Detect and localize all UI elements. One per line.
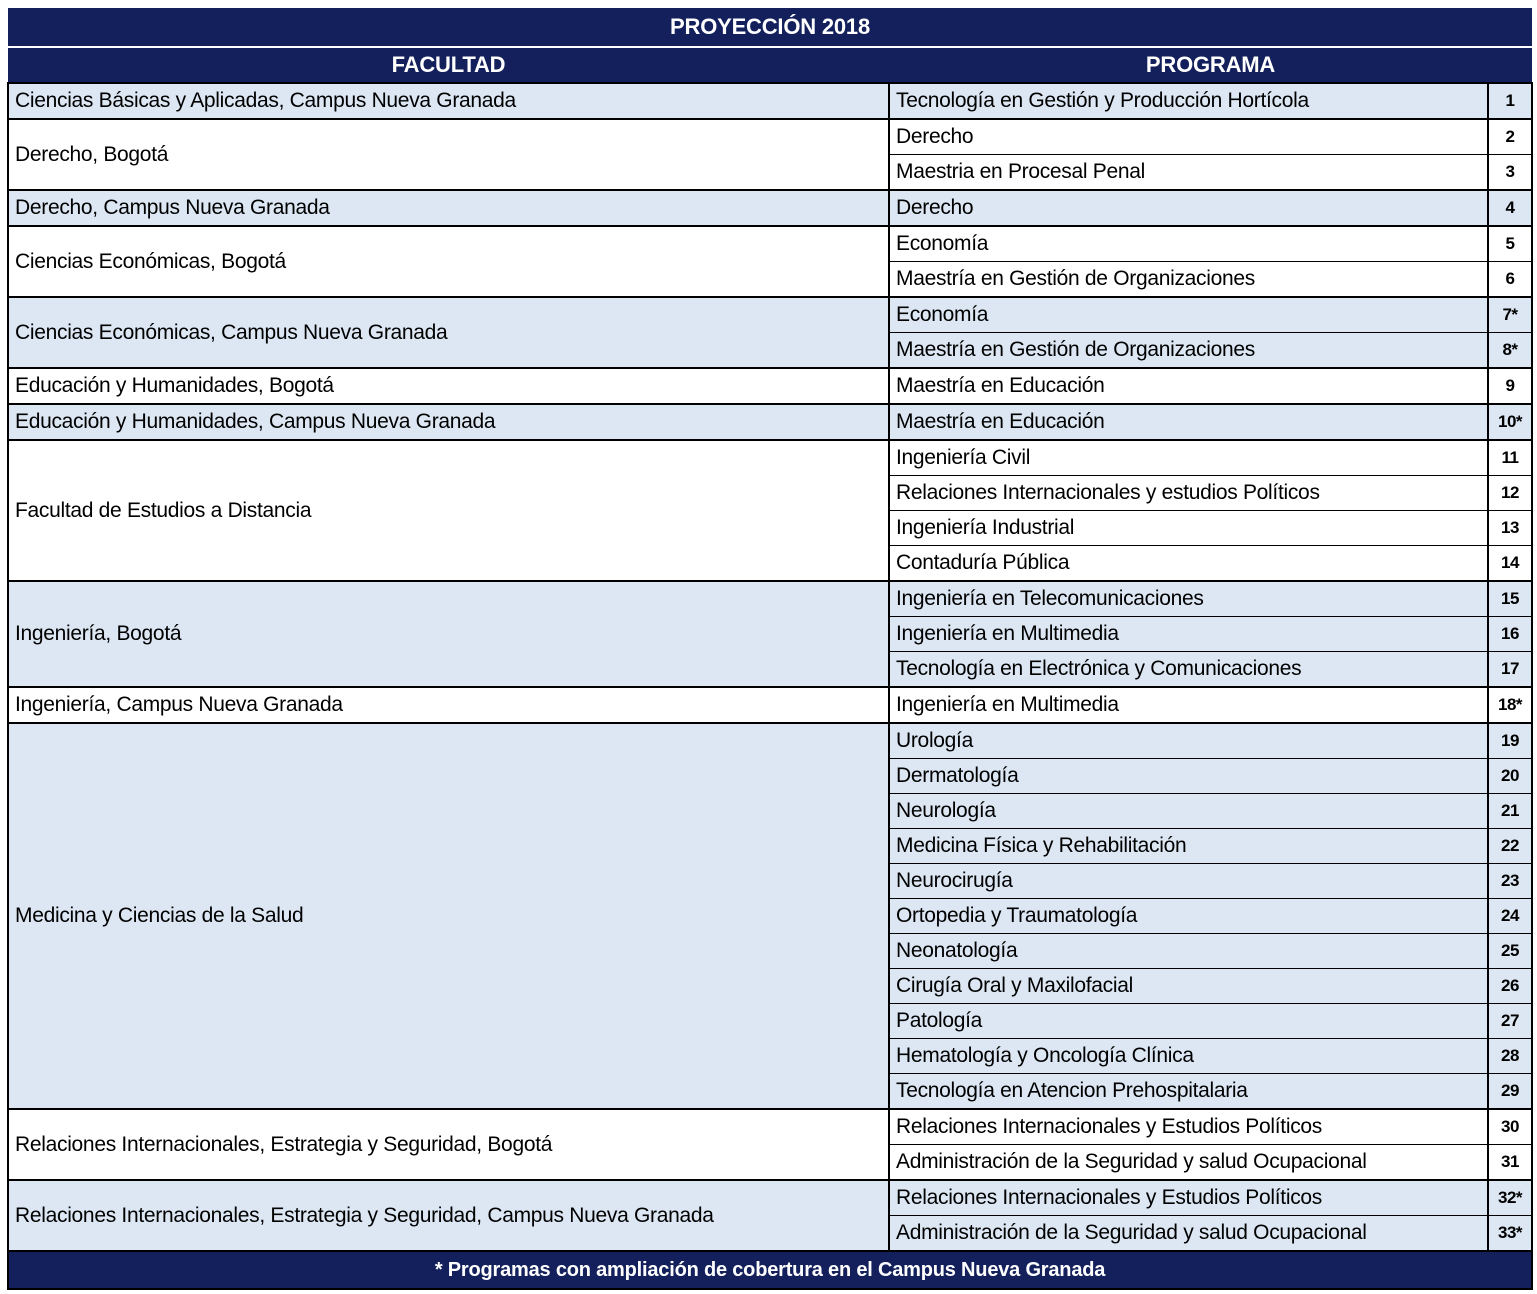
program-cell: Economía xyxy=(889,226,1488,262)
program-number-cell: 21 xyxy=(1488,794,1532,829)
program-number-cell: 26 xyxy=(1488,969,1532,1004)
table-row xyxy=(8,1180,1532,1216)
table-body xyxy=(8,83,1532,1251)
program-cell: Economía xyxy=(889,297,1488,333)
program-number-cell: 31 xyxy=(1488,1145,1532,1181)
facultad-cell: Relaciones Internacionales, Estrategia y Seguridad, Bogotá xyxy=(8,1109,889,1180)
proyeccion-2018-table xyxy=(7,8,1533,1290)
program-cell: Maestría en Educación xyxy=(889,368,1488,404)
page xyxy=(7,8,1531,1290)
program-number-cell: 9 xyxy=(1488,368,1532,404)
program-number-cell: 22 xyxy=(1488,829,1532,864)
facultad-cell: Derecho, Campus Nueva Granada xyxy=(8,190,889,226)
table-row xyxy=(8,581,1532,617)
program-number-cell: 4 xyxy=(1488,190,1532,226)
program-cell: Relaciones Internacionales y Estudios Políticos xyxy=(889,1109,1488,1145)
program-cell: Tecnología en Gestión y Producción Hortícola xyxy=(889,83,1488,119)
program-number-cell: 2 xyxy=(1488,119,1532,155)
facultad-cell: Educación y Humanidades, Bogotá xyxy=(8,368,889,404)
column-header-facultad: FACULTAD xyxy=(8,47,889,83)
program-number-cell: 19 xyxy=(1488,723,1532,759)
program-cell: Medicina Física y Rehabilitación xyxy=(889,829,1488,864)
program-cell: Ingeniería Industrial xyxy=(889,511,1488,546)
program-number-cell: 28 xyxy=(1488,1039,1532,1074)
program-cell: Derecho xyxy=(889,190,1488,226)
facultad-cell: Derecho, Bogotá xyxy=(8,119,889,190)
program-number-cell: 14 xyxy=(1488,546,1532,582)
table-header xyxy=(8,8,1532,83)
column-header-row xyxy=(8,47,1532,83)
program-number-cell: 5 xyxy=(1488,226,1532,262)
facultad-cell: Relaciones Internacionales, Estrategia y Seguridad, Campus Nueva Granada xyxy=(8,1180,889,1251)
program-number-cell: 17 xyxy=(1488,652,1532,688)
program-cell: Ingeniería en Multimedia xyxy=(889,687,1488,723)
program-cell: Urología xyxy=(889,723,1488,759)
program-number-cell: 30 xyxy=(1488,1109,1532,1145)
program-number-cell: 13 xyxy=(1488,511,1532,546)
program-cell: Hematología y Oncología Clínica xyxy=(889,1039,1488,1074)
table-row xyxy=(8,723,1532,759)
program-cell: Maestria en Procesal Penal xyxy=(889,155,1488,191)
facultad-cell: Educación y Humanidades, Campus Nueva Granada xyxy=(8,404,889,440)
program-cell: Contaduría Pública xyxy=(889,546,1488,582)
program-cell: Maestría en Educación xyxy=(889,404,1488,440)
facultad-cell: Medicina y Ciencias de la Salud xyxy=(8,723,889,1109)
table-row xyxy=(8,190,1532,226)
facultad-cell: Ciencias Económicas, Bogotá xyxy=(8,226,889,297)
program-cell: Patología xyxy=(889,1004,1488,1039)
table-row xyxy=(8,404,1532,440)
program-number-cell: 15 xyxy=(1488,581,1532,617)
program-cell: Relaciones Internacionales y estudios Políticos xyxy=(889,476,1488,511)
program-cell: Derecho xyxy=(889,119,1488,155)
program-cell: Dermatología xyxy=(889,759,1488,794)
program-cell: Maestría en Gestión de Organizaciones xyxy=(889,333,1488,369)
program-number-cell: 24 xyxy=(1488,899,1532,934)
program-cell: Tecnología en Electrónica y Comunicaciones xyxy=(889,652,1488,688)
program-number-cell: 3 xyxy=(1488,155,1532,191)
table-row xyxy=(8,226,1532,262)
program-cell: Neurocirugía xyxy=(889,864,1488,899)
program-cell: Ingeniería Civil xyxy=(889,440,1488,476)
program-cell: Cirugía Oral y Maxilofacial xyxy=(889,969,1488,1004)
facultad-cell: Ingeniería, Bogotá xyxy=(8,581,889,687)
program-cell: Ingeniería en Multimedia xyxy=(889,617,1488,652)
program-number-cell: 11 xyxy=(1488,440,1532,476)
footer-row xyxy=(8,1251,1532,1289)
table-row xyxy=(8,440,1532,476)
table-footer xyxy=(8,1251,1532,1289)
table-row xyxy=(8,83,1532,119)
title-row xyxy=(8,8,1532,47)
facultad-cell: Ciencias Económicas, Campus Nueva Granada xyxy=(8,297,889,368)
program-number-cell: 8* xyxy=(1488,333,1532,369)
program-cell: Neurología xyxy=(889,794,1488,829)
program-cell: Administración de la Seguridad y salud Ocupacional xyxy=(889,1145,1488,1181)
program-number-cell: 18* xyxy=(1488,687,1532,723)
table-title: PROYECCIÓN 2018 xyxy=(8,8,1532,47)
program-number-cell: 1 xyxy=(1488,83,1532,119)
facultad-cell: Facultad de Estudios a Distancia xyxy=(8,440,889,581)
table-row xyxy=(8,368,1532,404)
program-cell: Relaciones Internacionales y Estudios Políticos xyxy=(889,1180,1488,1216)
program-number-cell: 32* xyxy=(1488,1180,1532,1216)
program-number-cell: 12 xyxy=(1488,476,1532,511)
program-cell: Maestría en Gestión de Organizaciones xyxy=(889,262,1488,298)
program-cell: Ingeniería en Telecomunicaciones xyxy=(889,581,1488,617)
table-row xyxy=(8,119,1532,155)
table-row xyxy=(8,687,1532,723)
facultad-cell: Ciencias Básicas y Aplicadas, Campus Nueva Granada xyxy=(8,83,889,119)
program-number-cell: 16 xyxy=(1488,617,1532,652)
program-number-cell: 20 xyxy=(1488,759,1532,794)
program-cell: Ortopedia y Traumatología xyxy=(889,899,1488,934)
program-number-cell: 33* xyxy=(1488,1216,1532,1252)
program-number-cell: 7* xyxy=(1488,297,1532,333)
facultad-cell: Ingeniería, Campus Nueva Granada xyxy=(8,687,889,723)
table-row xyxy=(8,1109,1532,1145)
program-cell: Administración de la Seguridad y salud Ocupacional xyxy=(889,1216,1488,1252)
footer-note: * Programas con ampliación de cobertura en el Campus Nueva Granada xyxy=(8,1251,1532,1289)
program-cell: Neonatología xyxy=(889,934,1488,969)
program-number-cell: 10* xyxy=(1488,404,1532,440)
program-number-cell: 25 xyxy=(1488,934,1532,969)
program-cell: Tecnología en Atencion Prehospitalaria xyxy=(889,1074,1488,1110)
column-header-programa: PROGRAMA xyxy=(889,47,1532,83)
table-row xyxy=(8,297,1532,333)
program-number-cell: 6 xyxy=(1488,262,1532,298)
program-number-cell: 23 xyxy=(1488,864,1532,899)
program-number-cell: 29 xyxy=(1488,1074,1532,1110)
program-number-cell: 27 xyxy=(1488,1004,1532,1039)
